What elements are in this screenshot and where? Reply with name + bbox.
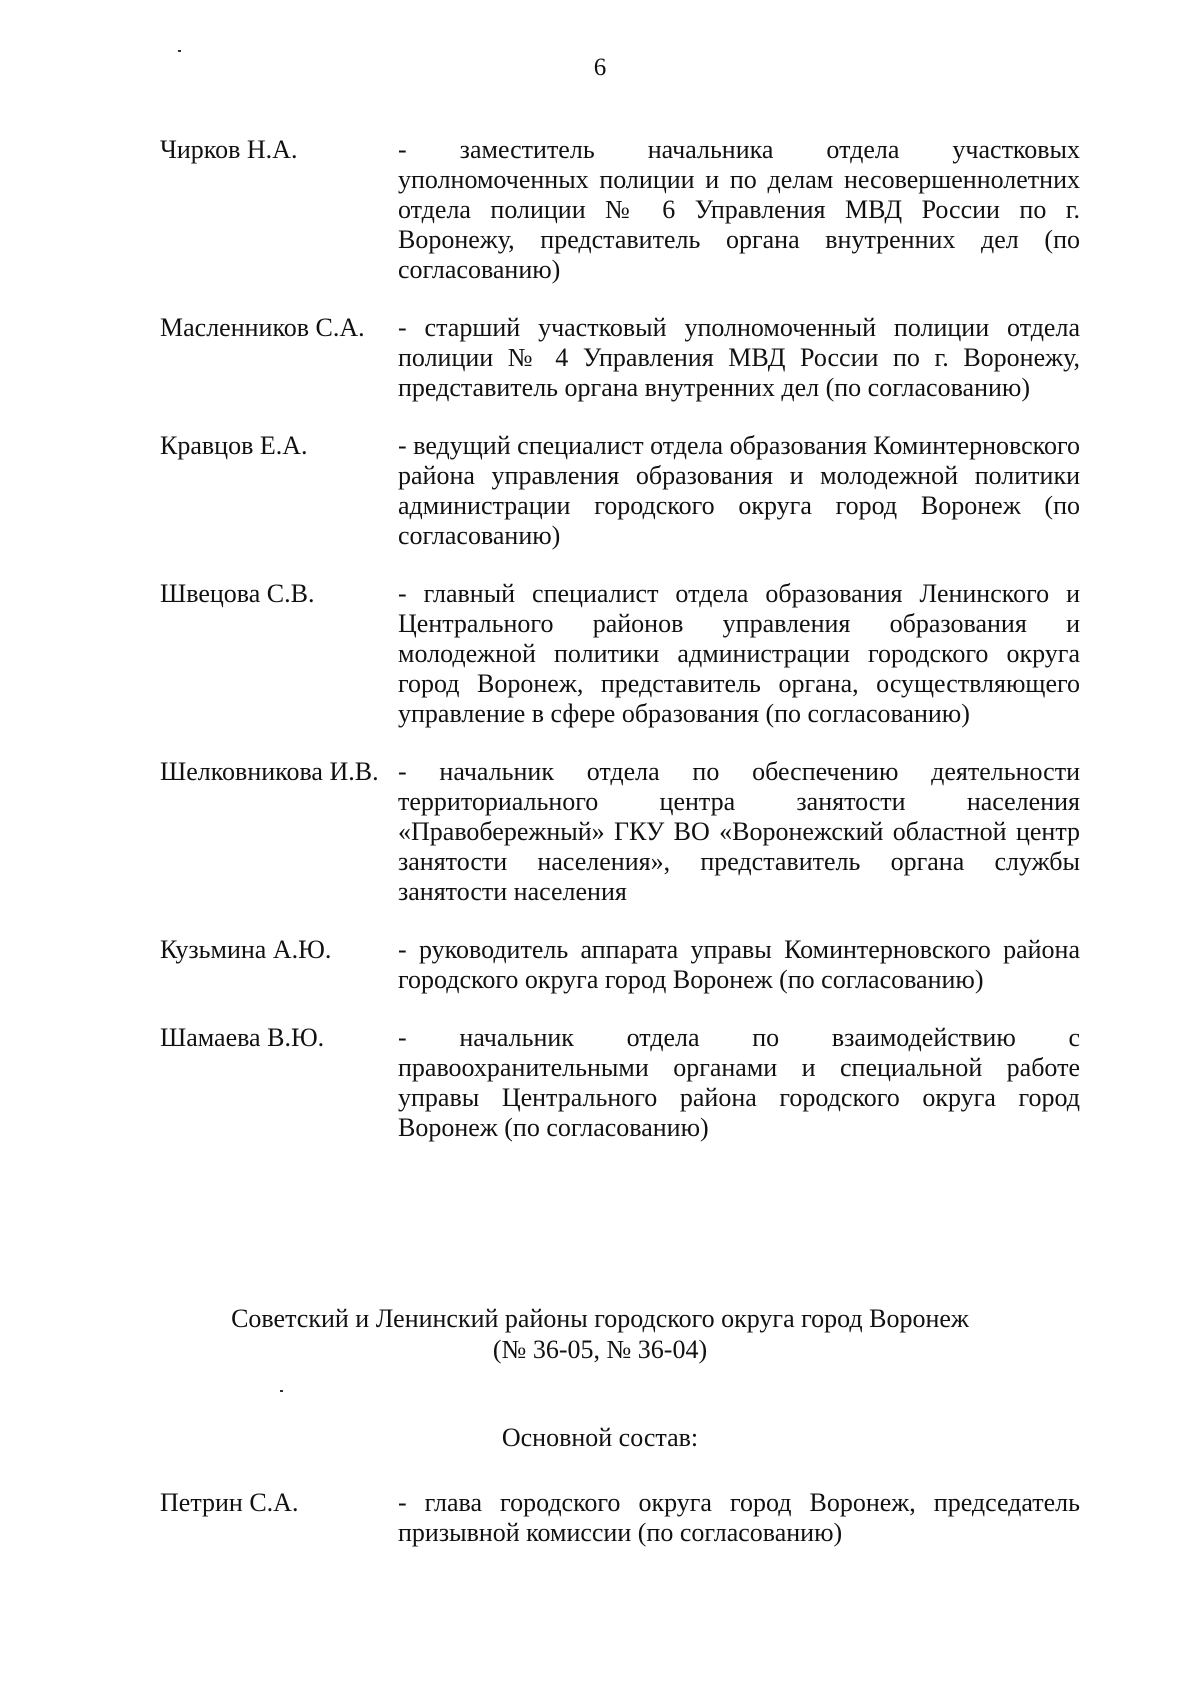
district-heading-line1: Советский и Ленинский районы городского округа город Воронеж [231, 1304, 969, 1333]
scan-speck [178, 50, 181, 52]
member-row [160, 1488, 1080, 1548]
member-row [160, 935, 1080, 995]
member-row [160, 1023, 1080, 1143]
main-member-list [160, 1488, 1080, 1574]
member-row [160, 135, 1080, 285]
member-role: - ведущий специалист отдела образования Коминтерновского района управления образования и молодежной политики администрации городского округа город Воронеж (по согласованию) [398, 431, 1080, 550]
member-name: Шелковникова И.В. [160, 757, 379, 786]
district-heading [0, 1303, 1200, 1365]
member-name: Шамаева В.Ю. [160, 1023, 325, 1052]
member-row [160, 431, 1080, 551]
member-role: - заместитель начальника отдела участковых уполномоченных полиции и по делам несовершеннолетних отдела полиции № 6 Управления МВД России по г. Воронежу, представитель органа внутренних дел (по согласованию) [398, 135, 1080, 284]
member-row [160, 579, 1080, 729]
district-heading-line2: (№ 36-05, № 36-04) [492, 1335, 708, 1364]
member-name: Швецова С.В. [160, 579, 315, 608]
member-name: Масленников С.А. [160, 313, 365, 342]
page-number: 6 [593, 54, 607, 81]
scan-speck [280, 1390, 283, 1392]
member-role: - старший участковый уполномоченный полиции отдела полиции № 4 Управления МВД России по г. Воронежу, представитель органа внутренних дел (по согласованию) [398, 313, 1080, 402]
member-name: Кузьмина А.Ю. [160, 935, 332, 964]
member-role: - начальник отдела по обеспечению деятельности территориального центра занятости населения «Правобережный» ГКУ ВО «Воронежский областной центр занятости населения», представитель органа службы занятости населения [398, 757, 1080, 906]
member-name: Кравцов Е.А. [160, 431, 308, 460]
member-name: Чирков Н.А. [160, 135, 298, 164]
member-role: - глава городского округа город Воронеж, председатель призывной комиссии (по согласованию) [398, 1488, 1080, 1547]
member-row [160, 757, 1080, 907]
composition-heading: Основной состав: [501, 1423, 699, 1452]
member-role: - главный специалист отдела образования Ленинского и Центрального районов управления образования и молодежной политики администрации городского округа город Воронеж, представитель органа, осуществляющего управление в сфере образования (по согласованию) [398, 579, 1080, 728]
member-row [160, 313, 1080, 403]
member-role: - руководитель аппарата управы Коминтерновского района городского округа город Воронеж (по согласованию) [398, 935, 1080, 994]
member-role: - начальник отдела по взаимодействию с правоохранительными органами и специальной работе управы Центрального района городского округа город Воронеж (по согласованию) [398, 1023, 1080, 1142]
member-list [160, 135, 1080, 1169]
member-name: Петрин С.А. [160, 1488, 299, 1517]
